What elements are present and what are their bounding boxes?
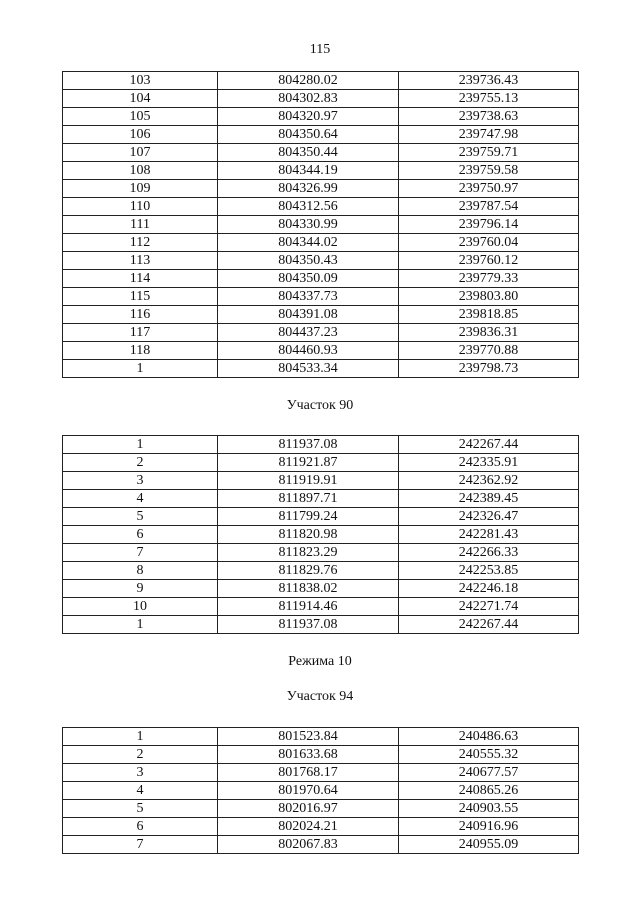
table-row — [63, 508, 579, 526]
point-number-cell: 4 — [63, 782, 218, 800]
table-row — [63, 490, 579, 508]
table-row — [63, 746, 579, 764]
y-coordinate-cell: 239759.58 — [399, 162, 579, 180]
table-row — [63, 764, 579, 782]
y-coordinate-cell: 239738.63 — [399, 108, 579, 126]
x-coordinate-cell: 802016.97 — [218, 800, 399, 818]
regime-heading: Режима 10 — [288, 654, 352, 669]
point-number-cell: 112 — [63, 234, 218, 252]
point-number-cell: 108 — [63, 162, 218, 180]
point-number-cell: 109 — [63, 180, 218, 198]
table-row — [63, 180, 579, 198]
y-coordinate-cell: 239770.88 — [399, 342, 579, 360]
y-coordinate-cell: 242266.33 — [399, 544, 579, 562]
x-coordinate-cell: 811914.46 — [218, 598, 399, 616]
point-number-cell: 111 — [63, 216, 218, 234]
table-row — [63, 436, 579, 454]
point-number-cell: 1 — [63, 360, 218, 378]
point-number-cell: 105 — [63, 108, 218, 126]
point-number-cell: 9 — [63, 580, 218, 598]
table-row — [63, 270, 579, 288]
x-coordinate-cell: 804533.34 — [218, 360, 399, 378]
x-coordinate-cell: 811829.76 — [218, 562, 399, 580]
x-coordinate-cell: 804280.02 — [218, 72, 399, 90]
y-coordinate-cell: 239796.14 — [399, 216, 579, 234]
x-coordinate-cell: 804344.19 — [218, 162, 399, 180]
table-row — [63, 360, 579, 378]
point-number-cell: 104 — [63, 90, 218, 108]
point-number-cell: 113 — [63, 252, 218, 270]
y-coordinate-cell: 239803.80 — [399, 288, 579, 306]
y-coordinate-cell: 239755.13 — [399, 90, 579, 108]
table-row — [63, 728, 579, 746]
y-coordinate-cell: 239798.73 — [399, 360, 579, 378]
x-coordinate-cell: 811838.02 — [218, 580, 399, 598]
point-number-cell: 116 — [63, 306, 218, 324]
x-coordinate-cell: 801768.17 — [218, 764, 399, 782]
x-coordinate-cell: 811799.24 — [218, 508, 399, 526]
y-coordinate-cell: 242267.44 — [399, 616, 579, 634]
table-row — [63, 162, 579, 180]
table-row — [63, 252, 579, 270]
x-coordinate-cell: 802067.83 — [218, 836, 399, 854]
point-number-cell: 7 — [63, 544, 218, 562]
x-coordinate-cell: 804350.64 — [218, 126, 399, 144]
table-row — [63, 800, 579, 818]
point-number-cell: 1 — [63, 616, 218, 634]
x-coordinate-cell: 811820.98 — [218, 526, 399, 544]
point-number-cell: 3 — [63, 764, 218, 782]
point-number-cell: 6 — [63, 526, 218, 544]
y-coordinate-cell: 239836.31 — [399, 324, 579, 342]
y-coordinate-cell: 239747.98 — [399, 126, 579, 144]
y-coordinate-cell: 240916.96 — [399, 818, 579, 836]
table-row — [63, 562, 579, 580]
table-row — [63, 72, 579, 90]
point-number-cell: 117 — [63, 324, 218, 342]
x-coordinate-cell: 804302.83 — [218, 90, 399, 108]
y-coordinate-cell: 242362.92 — [399, 472, 579, 490]
table-row — [63, 544, 579, 562]
table-row — [63, 616, 579, 634]
coordinates-table-plot-90 — [62, 435, 579, 634]
table-row — [63, 108, 579, 126]
y-coordinate-cell: 242389.45 — [399, 490, 579, 508]
point-number-cell: 2 — [63, 454, 218, 472]
point-number-cell: 8 — [63, 562, 218, 580]
y-coordinate-cell: 242281.43 — [399, 526, 579, 544]
point-number-cell: 1 — [63, 728, 218, 746]
x-coordinate-cell: 804350.43 — [218, 252, 399, 270]
x-coordinate-cell: 804437.23 — [218, 324, 399, 342]
point-number-cell: 107 — [63, 144, 218, 162]
table-row — [63, 818, 579, 836]
page-number: 115 — [309, 42, 331, 57]
table-row — [63, 198, 579, 216]
y-coordinate-cell: 242267.44 — [399, 436, 579, 454]
table-row — [63, 144, 579, 162]
x-coordinate-cell: 804391.08 — [218, 306, 399, 324]
point-number-cell: 2 — [63, 746, 218, 764]
y-coordinate-cell: 239759.71 — [399, 144, 579, 162]
table-row — [63, 234, 579, 252]
table-row — [63, 782, 579, 800]
table-row — [63, 580, 579, 598]
table-row — [63, 216, 579, 234]
point-number-cell: 110 — [63, 198, 218, 216]
point-number-cell: 4 — [63, 490, 218, 508]
x-coordinate-cell: 801633.68 — [218, 746, 399, 764]
point-number-cell: 103 — [63, 72, 218, 90]
x-coordinate-cell: 811823.29 — [218, 544, 399, 562]
table-row — [63, 288, 579, 306]
x-coordinate-cell: 811897.71 — [218, 490, 399, 508]
x-coordinate-cell: 804350.44 — [218, 144, 399, 162]
table-row — [63, 324, 579, 342]
x-coordinate-cell: 804350.09 — [218, 270, 399, 288]
x-coordinate-cell: 811937.08 — [218, 616, 399, 634]
x-coordinate-cell: 804337.73 — [218, 288, 399, 306]
y-coordinate-cell: 240486.63 — [399, 728, 579, 746]
point-number-cell: 3 — [63, 472, 218, 490]
y-coordinate-cell: 240677.57 — [399, 764, 579, 782]
y-coordinate-cell: 239818.85 — [399, 306, 579, 324]
section-heading-plot-94: Участок 94 — [286, 689, 354, 704]
point-number-cell: 118 — [63, 342, 218, 360]
x-coordinate-cell: 811937.08 — [218, 436, 399, 454]
point-number-cell: 5 — [63, 508, 218, 526]
y-coordinate-cell: 239779.33 — [399, 270, 579, 288]
y-coordinate-cell: 240865.26 — [399, 782, 579, 800]
y-coordinate-cell: 239736.43 — [399, 72, 579, 90]
y-coordinate-cell: 242335.91 — [399, 454, 579, 472]
table-row — [63, 306, 579, 324]
point-number-cell: 114 — [63, 270, 218, 288]
x-coordinate-cell: 804326.99 — [218, 180, 399, 198]
x-coordinate-cell: 801970.64 — [218, 782, 399, 800]
y-coordinate-cell: 239760.12 — [399, 252, 579, 270]
point-number-cell: 10 — [63, 598, 218, 616]
x-coordinate-cell: 804460.93 — [218, 342, 399, 360]
x-coordinate-cell: 802024.21 — [218, 818, 399, 836]
section-heading-plot-90: Участок 90 — [286, 398, 354, 413]
x-coordinate-cell: 804330.99 — [218, 216, 399, 234]
x-coordinate-cell: 801523.84 — [218, 728, 399, 746]
y-coordinate-cell: 240555.32 — [399, 746, 579, 764]
point-number-cell: 6 — [63, 818, 218, 836]
point-number-cell: 115 — [63, 288, 218, 306]
table-row — [63, 836, 579, 854]
y-coordinate-cell: 240955.09 — [399, 836, 579, 854]
x-coordinate-cell: 811921.87 — [218, 454, 399, 472]
x-coordinate-cell: 804312.56 — [218, 198, 399, 216]
table-row — [63, 598, 579, 616]
x-coordinate-cell: 804320.97 — [218, 108, 399, 126]
y-coordinate-cell: 242246.18 — [399, 580, 579, 598]
y-coordinate-cell: 239760.04 — [399, 234, 579, 252]
y-coordinate-cell: 242253.85 — [399, 562, 579, 580]
table-row — [63, 454, 579, 472]
y-coordinate-cell: 242271.74 — [399, 598, 579, 616]
point-number-cell: 7 — [63, 836, 218, 854]
table-row — [63, 472, 579, 490]
y-coordinate-cell: 242326.47 — [399, 508, 579, 526]
table-row — [63, 90, 579, 108]
x-coordinate-cell: 811919.91 — [218, 472, 399, 490]
table-row — [63, 526, 579, 544]
x-coordinate-cell: 804344.02 — [218, 234, 399, 252]
y-coordinate-cell: 240903.55 — [399, 800, 579, 818]
table-row — [63, 342, 579, 360]
coordinates-table-plot-94 — [62, 727, 579, 854]
table-row — [63, 126, 579, 144]
y-coordinate-cell: 239787.54 — [399, 198, 579, 216]
point-number-cell: 106 — [63, 126, 218, 144]
point-number-cell: 1 — [63, 436, 218, 454]
y-coordinate-cell: 239750.97 — [399, 180, 579, 198]
coordinates-table-1 — [62, 71, 579, 378]
point-number-cell: 5 — [63, 800, 218, 818]
